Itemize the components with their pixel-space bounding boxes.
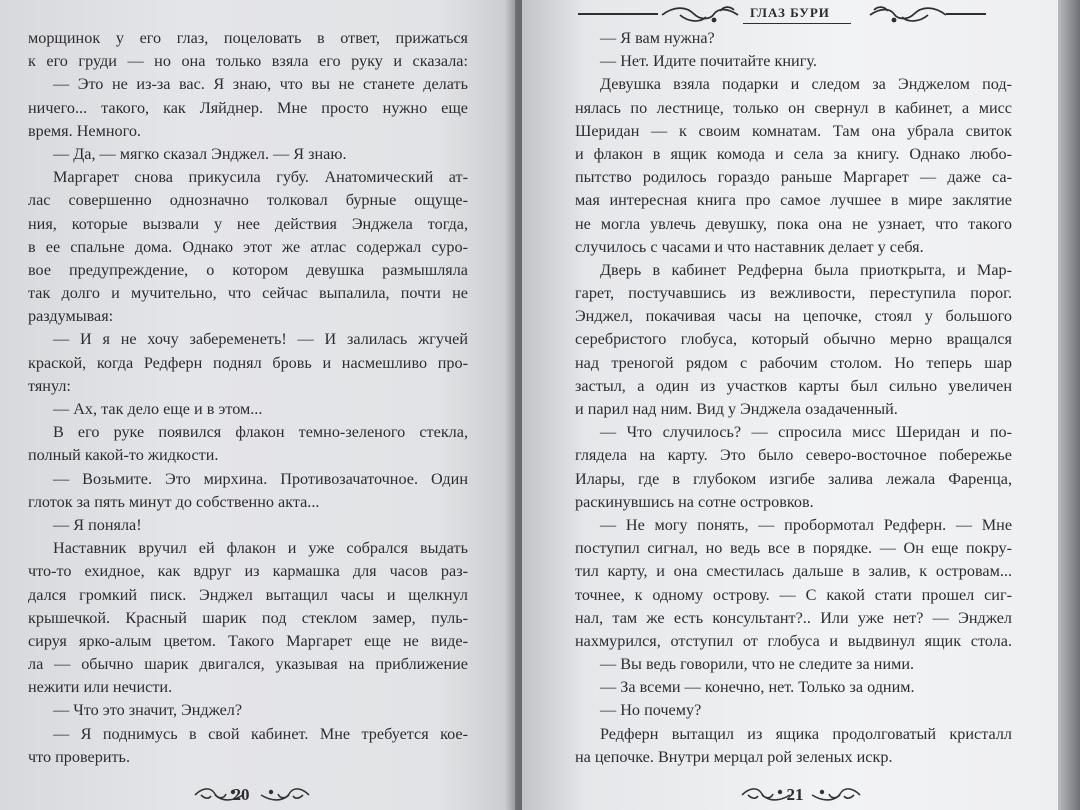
text-line: к его груди — но она только взяла его руку и сказала: <box>28 52 468 71</box>
header-ornament-icon <box>868 4 948 26</box>
text-line: случилось с часами и что наставник делает у себя. <box>575 237 924 256</box>
right-page-text <box>575 27 1012 769</box>
text-line: — Но почему? <box>600 701 702 720</box>
text-line: — Ах, так дело еще и в этом... <box>53 400 263 418</box>
text-line: Дверь в кабинет Редферна была приоткрыта, и Мар- <box>600 260 1012 279</box>
text-line: сируя ярко-алым цветом. Такого Маргарет еще не виде- <box>28 631 468 650</box>
text-line: — Не могу понять, — пробормотал Редферн. — Мне <box>600 515 1012 534</box>
text-line: — Я поняла! <box>53 515 142 534</box>
title-underline <box>743 23 851 24</box>
header-rule <box>946 13 986 15</box>
left-page <box>0 0 515 810</box>
text-line: время. Немного. <box>28 121 141 140</box>
page-edge-shadow <box>1058 0 1080 810</box>
header-rule <box>578 13 658 15</box>
running-title: ГЛАЗ БУРИ <box>750 5 830 20</box>
left-page-footer <box>193 780 353 810</box>
text-line: Маргарет снова прикусила губу. Анатомический ат- <box>53 168 468 187</box>
text-line: — Да, — мягко сказал Энджел. — Я знаю. <box>53 144 347 163</box>
text-line: что проверить. <box>28 747 130 766</box>
text-line: в ее спальне дома. Однако этот же атлас содержал суро- <box>28 237 468 256</box>
footer-ornament-icon <box>810 786 862 804</box>
text-line: вое предупреждение, о котором девушка размышляла <box>28 260 468 279</box>
text-line: и парил над ним. Вид у Энджела озадаченный. <box>575 400 898 418</box>
text-line: пытство родилось гораздо раньше Маргарет — даже са- <box>575 168 1012 187</box>
text-line: так долго и мучительно, что сейчас выпалила, почти не <box>28 284 468 303</box>
text-line: глядела на карту. Это было северо-восточное побережье <box>575 446 1012 465</box>
text-line: нал, там же есть консультант?.. Или уже нет? — Энджел <box>575 608 1012 627</box>
text-line: — Вы ведь говорили, что не следите за ними. <box>600 655 915 674</box>
text-line: — За всеми — конечно, нет. Только за одним. <box>600 678 915 697</box>
text-line: глоток за пять минут до собственно акта... <box>28 492 320 511</box>
text-line: ничего... такого, как Ляйднер. Мне просто нужно еще <box>28 98 468 117</box>
text-line: серебристого глобуса, который обычно мерно вращался <box>575 330 1012 349</box>
text-line: точнее, к одному острову. — С какой стати прошел сиг- <box>575 585 1012 604</box>
text-line: нахмурился, отступил от глобуса и выдвинул ящик стола. <box>575 631 1012 650</box>
text-line: морщинок у его глаз, поцеловать в ответ, прижаться <box>28 29 468 47</box>
right-page-footer <box>740 780 900 810</box>
text-line: Редферн вытащил из ящика продолговатый кристалл <box>600 724 1012 743</box>
page-number: 21 <box>786 785 804 804</box>
text-line: — И я не хочу забеременеть! — И залилась жгучей <box>53 330 468 349</box>
text-line: — Что случилось? — спросила мисс Шеридан и по- <box>600 423 1012 442</box>
text-line: — Это не из-за вас. Я знаю, что вы не станете делать <box>53 75 468 94</box>
text-line: тянул: <box>28 376 71 395</box>
text-line: что-то ехидное, как вдруг из кармашка для часов раз- <box>28 562 468 581</box>
text-line: нялась по лестнице, только он свернул в кабинет, а мисс <box>575 98 1012 117</box>
footer-ornament-icon <box>259 786 311 804</box>
text-line: — Возьмите. Это мирхина. Противозачаточное. Один <box>53 469 468 488</box>
text-line: — Я вам нужна? <box>600 29 715 47</box>
text-line: Илары, где в глубоком изгибе залива лежала Фаренца, <box>575 469 1012 488</box>
text-line: на цепочке. Внутри мерцал рой зеленых искр. <box>575 747 893 766</box>
text-line: гарет, постучавшись из вежливости, переступила порог. <box>575 284 1012 303</box>
header-ornament-icon <box>660 4 740 26</box>
text-line: тил карту, и она сместилась дальше в залив, к островам... <box>575 562 1012 581</box>
left-page-text <box>28 27 468 769</box>
text-line: поступил сигнал, но ведь все в порядке. — Он еще покру- <box>575 539 1012 558</box>
text-line: краской, когда Редферн поднял бровь и насмешливо про- <box>28 353 468 372</box>
text-line: ла — обычно шарик двигался, указывая на приближение <box>28 655 468 674</box>
text-line: полный какой-то жидкости. <box>28 446 219 465</box>
text-line: мая интересная книга про самое лучшее в мире заклятие <box>575 191 1012 210</box>
text-line: Шеридан — к своим комнатам. Там она убрала свиток <box>575 121 1012 140</box>
text-line: над треногой рядом с рабочим столом. Но теперь шар <box>575 353 1012 372</box>
text-line: застыл, а один из участков карты был сильно увеличен <box>575 376 1012 395</box>
text-line: дался громкий писк. Энджел вытащил часы и щелкнул <box>28 585 468 604</box>
text-line: Энджел, покачивая часы на цепочке, стоял у большого <box>575 307 1012 326</box>
text-line: Девушка взяла подарки и следом за Энджелом под- <box>600 75 1012 94</box>
text-line: ния, которые вызвали у нее действия Энджела тогда, <box>28 214 468 233</box>
text-line: раскинувшись на сотне островков. <box>575 492 814 511</box>
text-line: раздумывая: <box>28 307 114 326</box>
text-line: — Я поднимусь в свой кабинет. Мне требуется кое- <box>53 724 468 743</box>
text-line: не могла увлечь девушку, пока она не узнает, что такого <box>575 214 1012 233</box>
right-page <box>522 0 1058 810</box>
text-line: В его руке появился флакон темно-зеленого стекла, <box>53 423 468 442</box>
running-header <box>578 4 978 26</box>
page-number: 20 <box>232 785 250 804</box>
text-line: Наставник вручил ей флакон и уже собрался выдать <box>53 539 468 558</box>
text-line: — Что это значит, Энджел? <box>53 701 243 720</box>
text-line: лас совершенно однозначно толковал бурные ощуще- <box>28 191 468 210</box>
text-line: крышечкой. Красный шарик под стеклом замер, пуль- <box>28 608 468 627</box>
text-line: — Нет. Идите почитайте книгу. <box>600 52 817 71</box>
text-line: и флакон в ящик комода и села за книгу. Однако любо- <box>575 144 1012 163</box>
text-line: нежити или нечисти. <box>28 678 173 697</box>
